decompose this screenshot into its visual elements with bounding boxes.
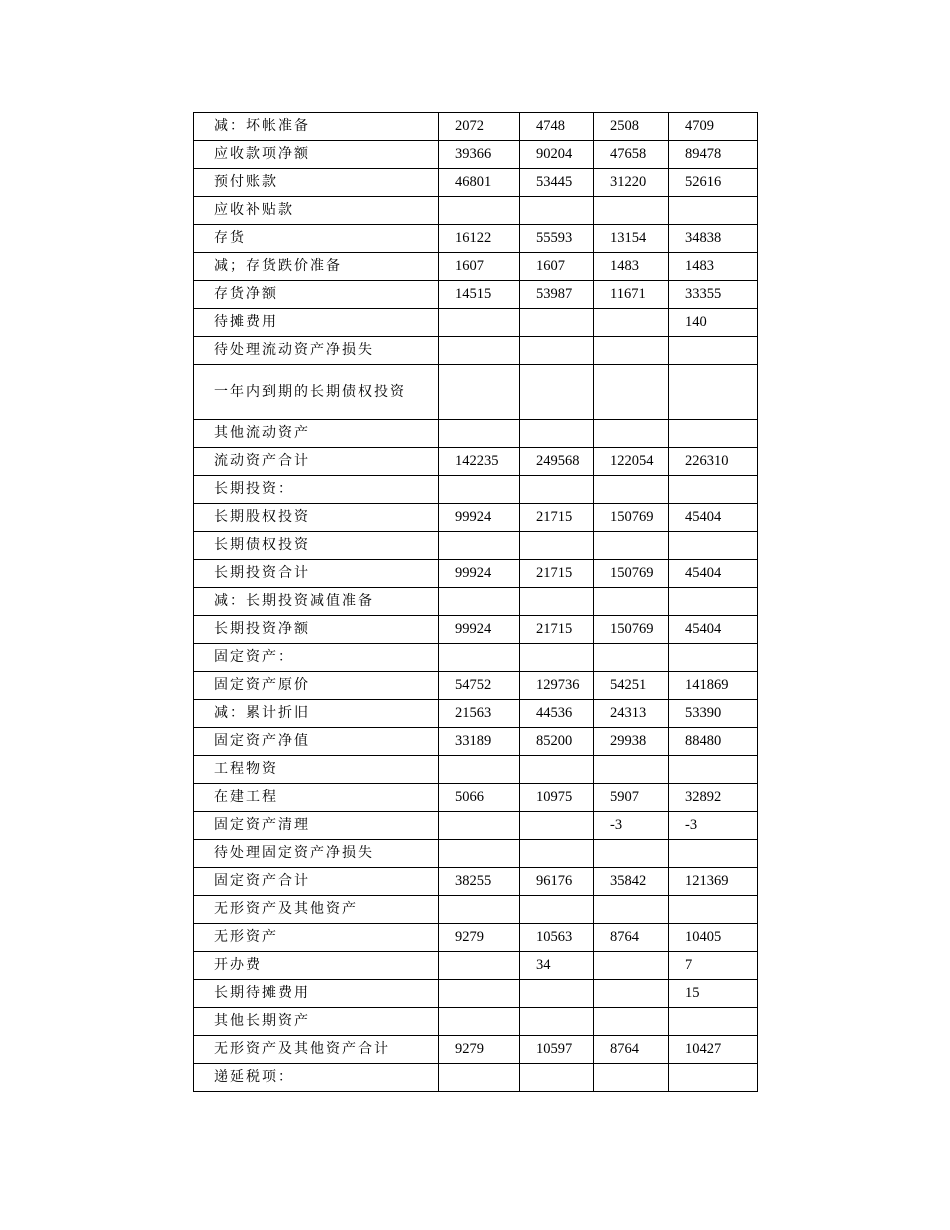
value-cell [439,588,520,616]
value-cell: 21715 [520,504,594,532]
value-cell: 140 [669,309,758,337]
value-cell: 32892 [669,784,758,812]
value-cell [520,896,594,924]
value-cell [594,840,669,868]
value-cell [439,1008,520,1036]
value-cell: 1483 [594,253,669,281]
table-row [194,672,758,700]
table-row [194,113,758,141]
table-row [194,616,758,644]
value-cell: 10563 [520,924,594,952]
row-label: 其他流动资产 [194,420,439,448]
value-cell [669,644,758,672]
value-cell: 47658 [594,141,669,169]
value-cell: 10405 [669,924,758,952]
row-label: 固定资产原价 [194,672,439,700]
value-cell: 46801 [439,169,520,197]
row-label: 应收补贴款 [194,197,439,225]
value-cell: 7 [669,952,758,980]
row-label: 固定资产： [194,644,439,672]
table-row [194,560,758,588]
value-cell [439,840,520,868]
value-cell: 21715 [520,560,594,588]
row-label: 长期股权投资 [194,504,439,532]
table-row [194,309,758,337]
value-cell [520,337,594,365]
value-cell: 1607 [520,253,594,281]
value-cell: 122054 [594,448,669,476]
value-cell: 21563 [439,700,520,728]
table-row [194,504,758,532]
value-cell: 34 [520,952,594,980]
value-cell [439,896,520,924]
value-cell [669,756,758,784]
table-body [194,113,758,1092]
table-row [194,644,758,672]
value-cell: 150769 [594,504,669,532]
row-label: 无形资产及其他资产合计 [194,1036,439,1064]
row-label: 待摊费用 [194,309,439,337]
value-cell: 96176 [520,868,594,896]
value-cell: 8764 [594,924,669,952]
value-cell: 24313 [594,700,669,728]
row-label: 固定资产清理 [194,812,439,840]
value-cell [520,309,594,337]
value-cell [594,197,669,225]
value-cell [594,1008,669,1036]
value-cell: 11671 [594,281,669,309]
value-cell: 142235 [439,448,520,476]
table-row [194,952,758,980]
table-row [194,253,758,281]
value-cell [520,420,594,448]
value-cell: 5066 [439,784,520,812]
value-cell [594,896,669,924]
table-row [194,448,758,476]
value-cell: 53390 [669,700,758,728]
value-cell [439,476,520,504]
value-cell: 34838 [669,225,758,253]
value-cell [520,476,594,504]
value-cell [594,309,669,337]
value-cell [594,532,669,560]
value-cell: 45404 [669,504,758,532]
value-cell [669,420,758,448]
value-cell [520,588,594,616]
value-cell: 44536 [520,700,594,728]
row-label: 存货净额 [194,281,439,309]
value-cell [439,197,520,225]
value-cell: 88480 [669,728,758,756]
value-cell [439,756,520,784]
value-cell: 45404 [669,616,758,644]
row-label: 开办费 [194,952,439,980]
table-row [194,700,758,728]
value-cell: 10427 [669,1036,758,1064]
table-row [194,868,758,896]
value-cell: 21715 [520,616,594,644]
row-label: 待处理流动资产净损失 [194,337,439,365]
value-cell [594,337,669,365]
row-label: 一年内到期的长期债权投资 [194,365,439,420]
value-cell: -3 [594,812,669,840]
value-cell [594,644,669,672]
value-cell [439,644,520,672]
table-row [194,756,758,784]
value-cell [594,980,669,1008]
value-cell: 2508 [594,113,669,141]
value-cell [439,309,520,337]
value-cell: 9279 [439,924,520,952]
value-cell: 5907 [594,784,669,812]
table-row [194,420,758,448]
balance-sheet-table [193,112,758,1092]
value-cell: 45404 [669,560,758,588]
value-cell: 9279 [439,1036,520,1064]
value-cell: 53445 [520,169,594,197]
table-row [194,197,758,225]
table-row [194,728,758,756]
value-cell [594,952,669,980]
value-cell [669,896,758,924]
row-label: 在建工程 [194,784,439,812]
row-label: 长期债权投资 [194,532,439,560]
table-row [194,840,758,868]
value-cell [669,588,758,616]
value-cell: 226310 [669,448,758,476]
value-cell [669,337,758,365]
value-cell [520,644,594,672]
value-cell [594,476,669,504]
value-cell [439,952,520,980]
value-cell [594,420,669,448]
value-cell: 249568 [520,448,594,476]
table-row [194,532,758,560]
value-cell: 1483 [669,253,758,281]
value-cell: -3 [669,812,758,840]
value-cell: 129736 [520,672,594,700]
row-label: 减：坏帐准备 [194,113,439,141]
value-cell: 16122 [439,225,520,253]
value-cell: 13154 [594,225,669,253]
value-cell: 15 [669,980,758,1008]
value-cell [520,812,594,840]
value-cell: 141869 [669,672,758,700]
value-cell: 90204 [520,141,594,169]
value-cell: 54752 [439,672,520,700]
value-cell [669,532,758,560]
value-cell: 52616 [669,169,758,197]
value-cell [439,532,520,560]
value-cell [439,1064,520,1092]
row-label: 长期投资合计 [194,560,439,588]
value-cell: 10975 [520,784,594,812]
row-label: 长期投资净额 [194,616,439,644]
value-cell: 31220 [594,169,669,197]
value-cell [520,1064,594,1092]
row-label: 固定资产合计 [194,868,439,896]
value-cell: 38255 [439,868,520,896]
value-cell [439,980,520,1008]
row-label: 存货 [194,225,439,253]
value-cell: 4709 [669,113,758,141]
value-cell: 121369 [669,868,758,896]
table-row [194,896,758,924]
value-cell: 14515 [439,281,520,309]
table-row [194,476,758,504]
value-cell: 85200 [520,728,594,756]
value-cell [669,476,758,504]
value-cell: 1607 [439,253,520,281]
value-cell [594,588,669,616]
row-label: 无形资产及其他资产 [194,896,439,924]
row-label: 减：长期投资减值准备 [194,588,439,616]
value-cell [669,197,758,225]
table-row [194,281,758,309]
row-label: 减：累计折旧 [194,700,439,728]
value-cell: 55593 [520,225,594,253]
table-row [194,365,758,420]
table-row [194,980,758,1008]
value-cell: 35842 [594,868,669,896]
value-cell: 150769 [594,616,669,644]
value-cell: 89478 [669,141,758,169]
table-row [194,225,758,253]
table-row [194,588,758,616]
value-cell [520,1008,594,1036]
value-cell [520,532,594,560]
table-row [194,1008,758,1036]
table-row [194,1036,758,1064]
value-cell: 33189 [439,728,520,756]
table-row [194,924,758,952]
value-cell: 54251 [594,672,669,700]
value-cell [594,1064,669,1092]
row-label: 预付账款 [194,169,439,197]
value-cell: 53987 [520,281,594,309]
value-cell [594,365,669,420]
value-cell [669,840,758,868]
table-row [194,1064,758,1092]
value-cell [439,812,520,840]
value-cell: 8764 [594,1036,669,1064]
value-cell [520,756,594,784]
value-cell [520,365,594,420]
value-cell [520,840,594,868]
value-cell [594,756,669,784]
row-label: 应收款项净额 [194,141,439,169]
row-label: 工程物资 [194,756,439,784]
value-cell: 99924 [439,616,520,644]
value-cell [439,337,520,365]
value-cell [669,1064,758,1092]
row-label: 固定资产净值 [194,728,439,756]
value-cell: 99924 [439,560,520,588]
value-cell: 29938 [594,728,669,756]
row-label: 待处理固定资产净损失 [194,840,439,868]
value-cell: 4748 [520,113,594,141]
row-label: 长期投资： [194,476,439,504]
value-cell: 150769 [594,560,669,588]
row-label: 其他长期资产 [194,1008,439,1036]
row-label: 流动资产合计 [194,448,439,476]
value-cell [520,197,594,225]
value-cell [520,980,594,1008]
row-label: 无形资产 [194,924,439,952]
value-cell [669,365,758,420]
value-cell [669,1008,758,1036]
value-cell [439,420,520,448]
value-cell: 39366 [439,141,520,169]
value-cell: 10597 [520,1036,594,1064]
value-cell: 99924 [439,504,520,532]
table-row [194,784,758,812]
row-label: 减；存货跌价准备 [194,253,439,281]
value-cell: 2072 [439,113,520,141]
table-row [194,169,758,197]
value-cell [439,365,520,420]
row-label: 长期待摊费用 [194,980,439,1008]
table-row [194,141,758,169]
row-label: 递延税项： [194,1064,439,1092]
table-row [194,337,758,365]
value-cell: 33355 [669,281,758,309]
table-row [194,812,758,840]
